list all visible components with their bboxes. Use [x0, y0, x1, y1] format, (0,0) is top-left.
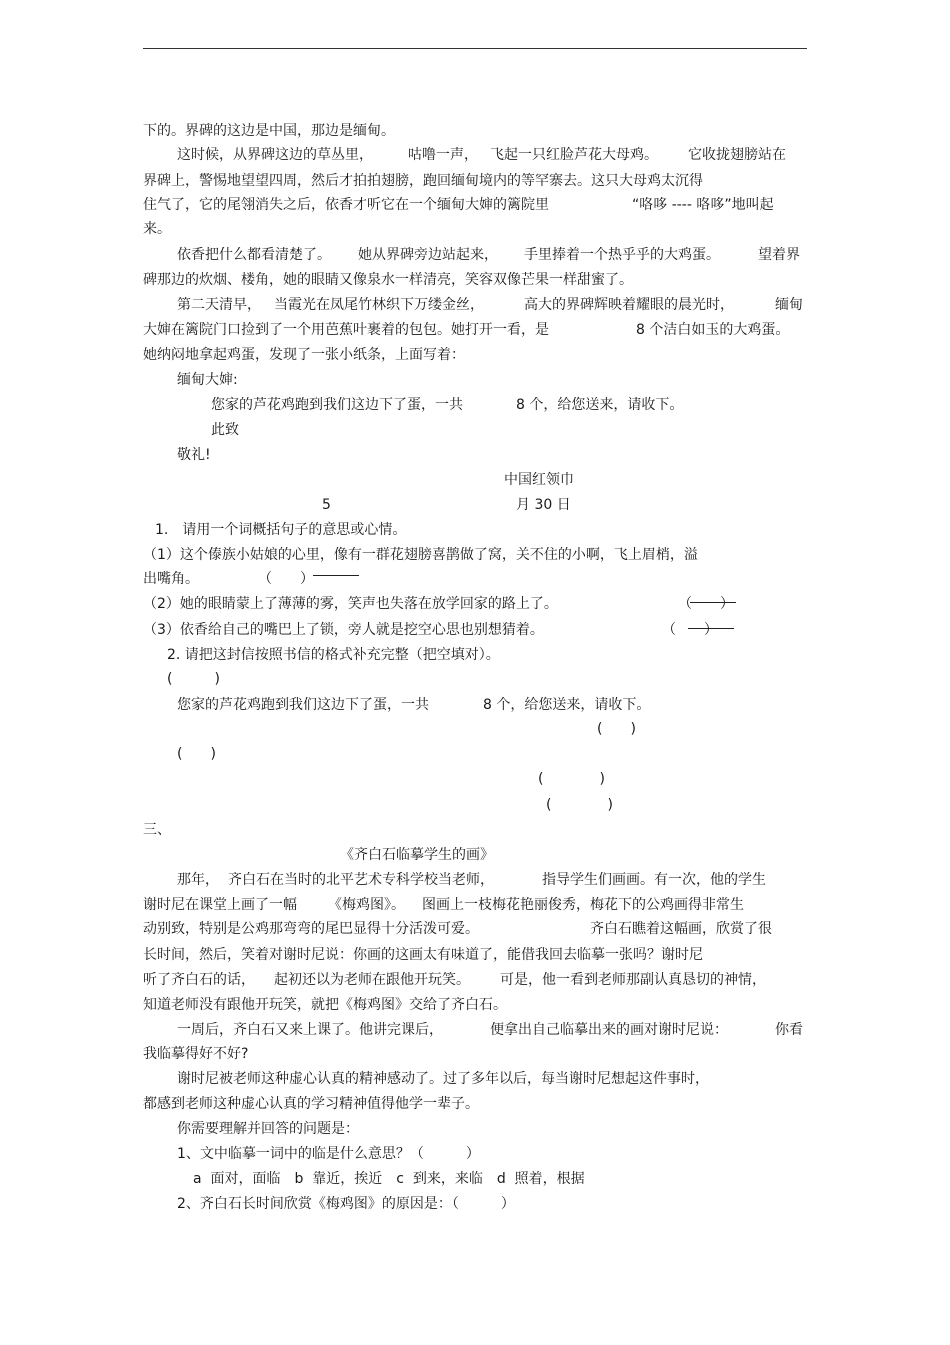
article-line: 谢时尼在课堂上画了一幅 — [143, 897, 297, 913]
question-item: （1）这个傣族小姑娘的心里，像有一群花翅膀喜鹊做了窝，关不住的小啊，飞上眉梢，溢 — [143, 547, 698, 563]
question-title: 1. 请用一个词概括句子的意思或心情。 — [155, 522, 407, 538]
answer-blank[interactable]: （ ） — [258, 571, 314, 587]
passage-line: 望着界 — [758, 247, 800, 263]
letter-closing: 此致 — [211, 422, 239, 438]
article-line: 便拿出自己临摹出来的画对谢时尼说： — [490, 1022, 728, 1038]
question-intro: 你需要理解并回答的问题是： — [177, 1121, 359, 1137]
passage-line: 下的。界碑的这边是中国，那边是缅甸。 — [143, 123, 395, 139]
letter-body: 您家的芦花鸡跑到我们这边下了蛋，一共 — [211, 397, 463, 413]
passage-line: 住气了，它的尾翎消失之后，依香才听它在一个缅甸大婶的篱院里 — [143, 197, 549, 213]
passage-line: “咯哆 ---- 咯哆”地叫起 — [632, 197, 774, 213]
article-line: 你看 — [775, 1022, 803, 1038]
letter-signature: 中国红领巾 — [504, 472, 574, 488]
article-line: 可是，他一看到老师那副认真恳切的神情， — [500, 972, 766, 988]
passage-line: 来。 — [143, 221, 171, 237]
passage-line: 第二天清早， — [177, 297, 261, 313]
article-line: 都感到老师这种虚心认真的学习精神值得他学一辈子。 — [143, 1096, 479, 1112]
passage-line: 大婶在篱院门口捡到了一个用芭蕉叶裹着的包包。她打开一看，是 — [143, 322, 549, 338]
answer-blank[interactable]: ( ) — [546, 797, 613, 813]
letter-body: 8 个，给您送来，请收下。 — [483, 697, 651, 713]
passage-line: 这时候，从界碑这边的草丛里， — [177, 147, 373, 163]
answer-blank[interactable]: （ ） — [662, 622, 718, 638]
question-item: 1、文中临摹一词中的临是什么意思？（ ） — [177, 1146, 480, 1162]
answer-underline — [690, 602, 736, 603]
article-line: 听了齐白石的话， — [143, 972, 255, 988]
article-line: 谢时尼被老师这种虚心认真的精神感动了。过了多年以后，每当谢时尼想起这件事时， — [177, 1071, 709, 1087]
letter-date: 月 30 日 — [516, 497, 571, 513]
answer-underline — [313, 575, 359, 576]
article-line: 那年， — [177, 872, 219, 888]
passage-line: 她纳闷地拿起鸡蛋，发现了一张小纸条，上面写着： — [143, 347, 465, 363]
passage-line: 界碑上，警惕地望望四周，然后才拍拍翅膀，跑回缅甸境内的等罕寨去。这只大母鸡太沉得 — [143, 173, 703, 189]
article-line: 起初还以为老师在跟他开玩笑。 — [274, 972, 470, 988]
answer-blank[interactable]: ( ) — [177, 746, 216, 762]
passage-line: 依香把什么都看清楚了。 — [177, 247, 331, 263]
passage-line: 她从界碑旁边站起来， — [358, 247, 498, 263]
question-item: 出嘴角。 — [143, 571, 199, 587]
article-line: 动别致，特别是公鸡那弯弯的尾巴显得十分活泼可爱。 — [143, 921, 479, 937]
section-label: 三、 — [143, 822, 171, 838]
question-item: （3）依香给自己的嘴巴上了锁，旁人就是挖空心思也别想猜着。 — [143, 622, 544, 638]
article-line: 知道老师没有跟他开玩笑，就把《梅鸡图》交给了齐白石。 — [143, 997, 507, 1013]
article-line: 齐白石瞧着这幅画，欣赏了很 — [590, 921, 772, 937]
passage-line: 缅甸 — [775, 297, 803, 313]
letter-salutation: 缅甸大婶: — [177, 372, 238, 388]
passage-line: 碑那边的炊烟、楼角，她的眼睛又像泉水一样清亮，笑容双像芒果一样甜蜜了。 — [143, 272, 633, 288]
question-options: a 面对，面临 b 靠近，挨近 c 到来，来临 d 照着，根据 — [193, 1171, 585, 1187]
article-line: 一周后，齐白石又来上课了。他讲完课后， — [177, 1022, 443, 1038]
question-item: （2）她的眼睛蒙上了薄薄的雾，笑声也失落在放学回家的路上了。 — [143, 596, 558, 612]
article-line: 我临摹得好不好? — [143, 1046, 249, 1062]
answer-blank[interactable]: ( ) — [538, 771, 605, 787]
article-line: 齐白石在当时的北平艺术专科学校当老师， — [228, 872, 494, 888]
answer-underline — [688, 628, 734, 629]
passage-line: 8 个洁白如玉的大鸡蛋。 — [636, 322, 790, 338]
passage-line: 手里捧着一个热乎乎的大鸡蛋。 — [524, 247, 720, 263]
article-line: 《梅鸡图》。 — [328, 897, 405, 913]
passage-line: 它收拢翅膀站在 — [688, 147, 786, 163]
passage-line: 当霞光在凤尾竹林织下万缕金丝， — [274, 297, 484, 313]
letter-body: 您家的芦花鸡跑到我们这边下了蛋，一共 — [177, 697, 429, 713]
question-title: 2. 请把这封信按照书信的格式补充完整（把空填对）。 — [167, 647, 500, 663]
letter-closing: 敬礼! — [177, 447, 211, 463]
article-line: 图画上一枝梅花艳丽俊秀，梅花下的公鸡画得非常生 — [422, 897, 744, 913]
answer-blank[interactable]: ( ) — [167, 671, 220, 687]
passage-line: 高大的界碑辉映着耀眼的晨光时， — [524, 297, 734, 313]
article-line: 指导学生们画画。有一次，他的学生 — [542, 872, 766, 888]
passage-line: 咕噜一声， — [408, 147, 478, 163]
question-item: 2、齐白石长时间欣赏《梅鸡图》的原因是：（ ） — [177, 1196, 515, 1212]
answer-blank[interactable]: ( ) — [597, 721, 636, 737]
header-rule — [143, 48, 807, 49]
article-line: 长时间，然后，笑着对谢时尼说：你画的这画太有味道了，能借我回去临摹一张吗？谢时尼 — [143, 947, 703, 963]
answer-blank[interactable]: （ ） — [678, 596, 734, 612]
letter-date: 5 — [322, 497, 331, 513]
article-title: 《齐白石临摹学生的画》 — [340, 847, 494, 863]
passage-line: 飞起一只红脸芦花大母鸡。 — [490, 147, 658, 163]
letter-body: 8 个，给您送来，请收下。 — [516, 397, 684, 413]
